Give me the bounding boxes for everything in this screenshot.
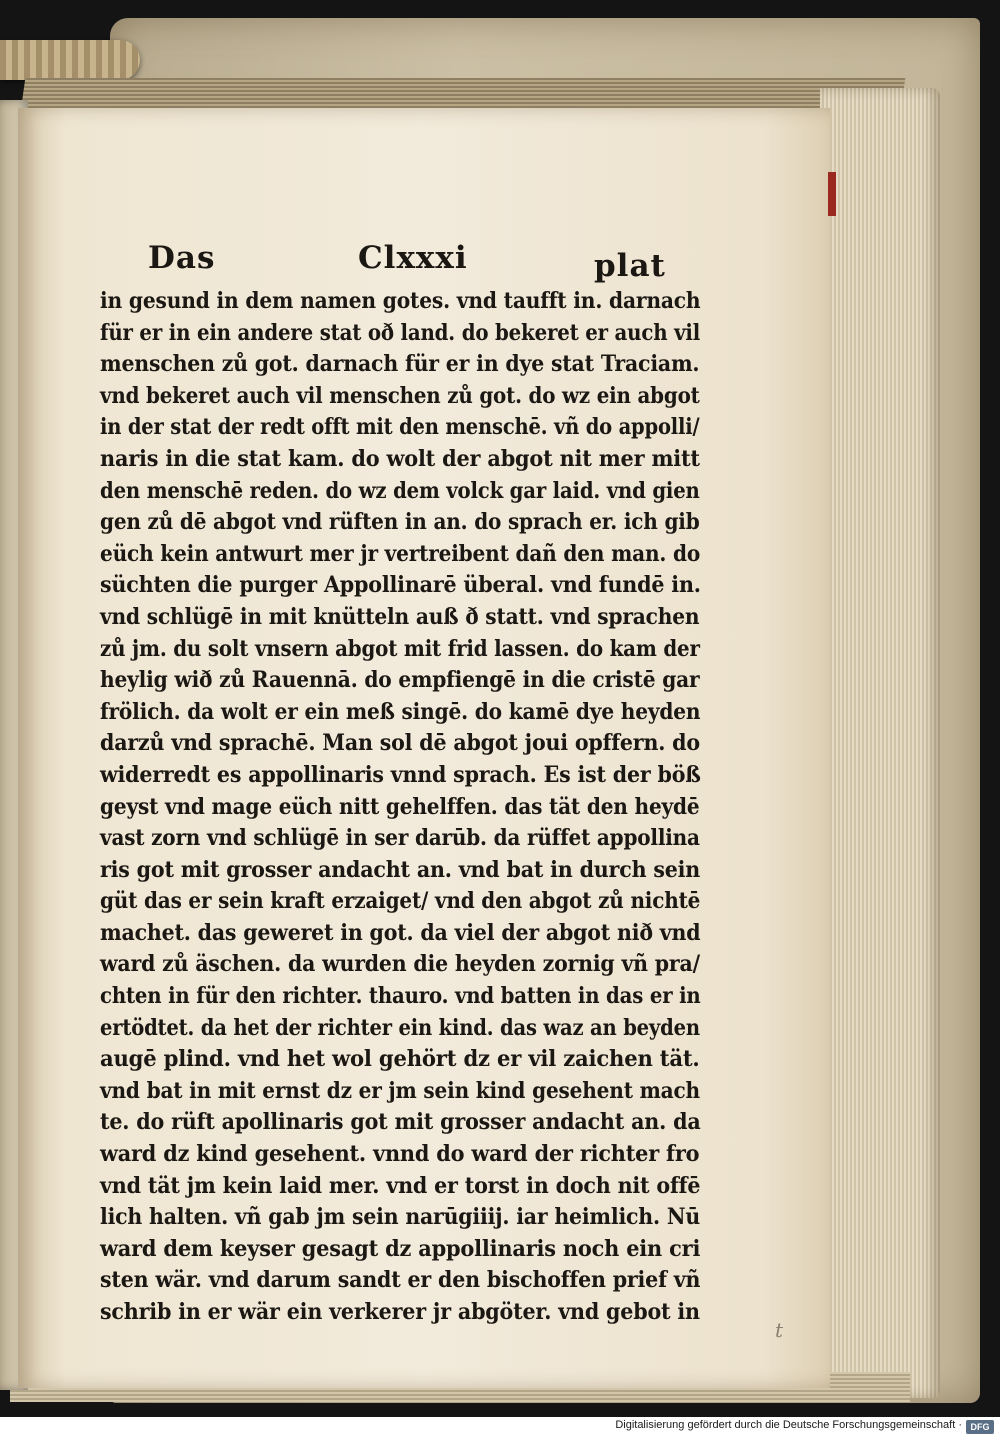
text-line: frölich. da wolt er ein meß singē. do kamē dye heyden [100,698,701,725]
text-line: machet. das geweret in got. da viel der abgot nið vnd [100,919,701,946]
text-line: chten in für den richter. thauro. vnd batten in das er in [100,983,701,1010]
text-line: widerredt es appollinaris vnnd sprach. Es ist der böß [100,761,701,788]
text-line: ward zů äschen. da wurden die heyden zornig vñ pra/ [100,951,700,978]
text-line: vast zorn vnd schlügē in ser darūb. da rüffet appollina [100,825,700,852]
text-line: süchten die purger Appollinarē überal. vnd fundē in. [100,572,701,599]
text-line: ward dz kind gesehent. vnnd do ward der richter fro [100,1141,700,1168]
funding-credit: Digitalisierung gefördert durch die Deutsche Forschungsgemeinschaft · [615,1419,962,1431]
text-line: naris in die stat kam. do wolt der abgot nit mer mitt [100,445,700,472]
text-line: heylig wið zů Rauennā. do empfiengē in die cristē gar [100,667,700,694]
text-line: den menschē reden. do wz dem volck gar laid. vnd gien [100,477,700,504]
text-line: für er in ein andere stat oð land. do bekeret er auch vil [100,319,701,346]
text-line: güt das er sein kraft erzaiget/ vnd den abgot zů nichtē [100,888,701,915]
text-line: menschen zů got. darnach für er in dye stat Traciam. [100,351,700,378]
text-line: augē plind. vnd het wol gehört dz er vil zaichen tät. [100,1046,700,1073]
bookmark-ribbon [828,172,836,216]
text-line: vnd bat in mit ernst dz er jm sein kind gesehent mach [100,1077,700,1104]
text-line: in gesund in dem namen gotes. vnd taufft in. darnach [100,288,701,314]
text-line: vnd tät jm kein laid mer. vnd er torst in doch nit offē [100,1172,701,1199]
running-head-right: plat [594,248,666,284]
text-line: schrib in er wär ein verkerer jr abgöter. vnd gebot in [100,1299,700,1325]
digitization-footer [0,1417,1000,1437]
text-line: lich halten. vñ gab jm sein narūgiiij. iar heimlich. Nū [100,1204,700,1231]
text-line: zů jm. du solt vnsern abgot mit frid lassen. do kam der [100,635,700,662]
running-head-left: Das [148,240,216,276]
body-text [100,286,710,1329]
folio-number: Clxxxi [358,240,468,276]
text-line: ris got mit grosser andacht an. vnd bat in durch sein [100,856,701,883]
dfg-logo: DFG [966,1420,994,1434]
running-head [100,240,710,284]
clasp-strap [0,40,140,80]
text-line: ertödtet. da het der richter ein kind. das waz an beyden [100,1014,700,1041]
text-line: te. do rüft apollinaris got mit grosser andacht an. da [100,1109,701,1136]
text-line: vnd bekeret auch vil menschen zů got. do wz ein abgot [100,382,700,409]
pencil-margin-note: t [775,1318,784,1342]
page-block-fore-edge [820,88,940,1398]
text-line: in der stat der redt offt mit den menschē. vñ do appolli/ [100,414,700,441]
text-block [100,240,710,1329]
text-line: vnd schlügē in mit knütteln auß ð statt. vnd sprachen [100,603,700,630]
text-line: eüch kein antwurt mer jr vertreibent dañ den man. do [100,540,701,567]
text-line: darzů vnd sprachē. Man sol dē abgot joui opffern. do [100,730,700,757]
text-line: geyst vnd mage eüch nitt gehelffen. das tät den heydē [100,793,700,820]
text-line: gen zů dē abgot vnd rüften in an. do sprach er. ich gib [100,509,700,536]
text-line: ward dem keyser gesagt dz appollinaris noch ein cri [100,1235,701,1262]
text-line: sten wär. vnd darum sandt er den bischoffen prief vñ [100,1267,701,1294]
